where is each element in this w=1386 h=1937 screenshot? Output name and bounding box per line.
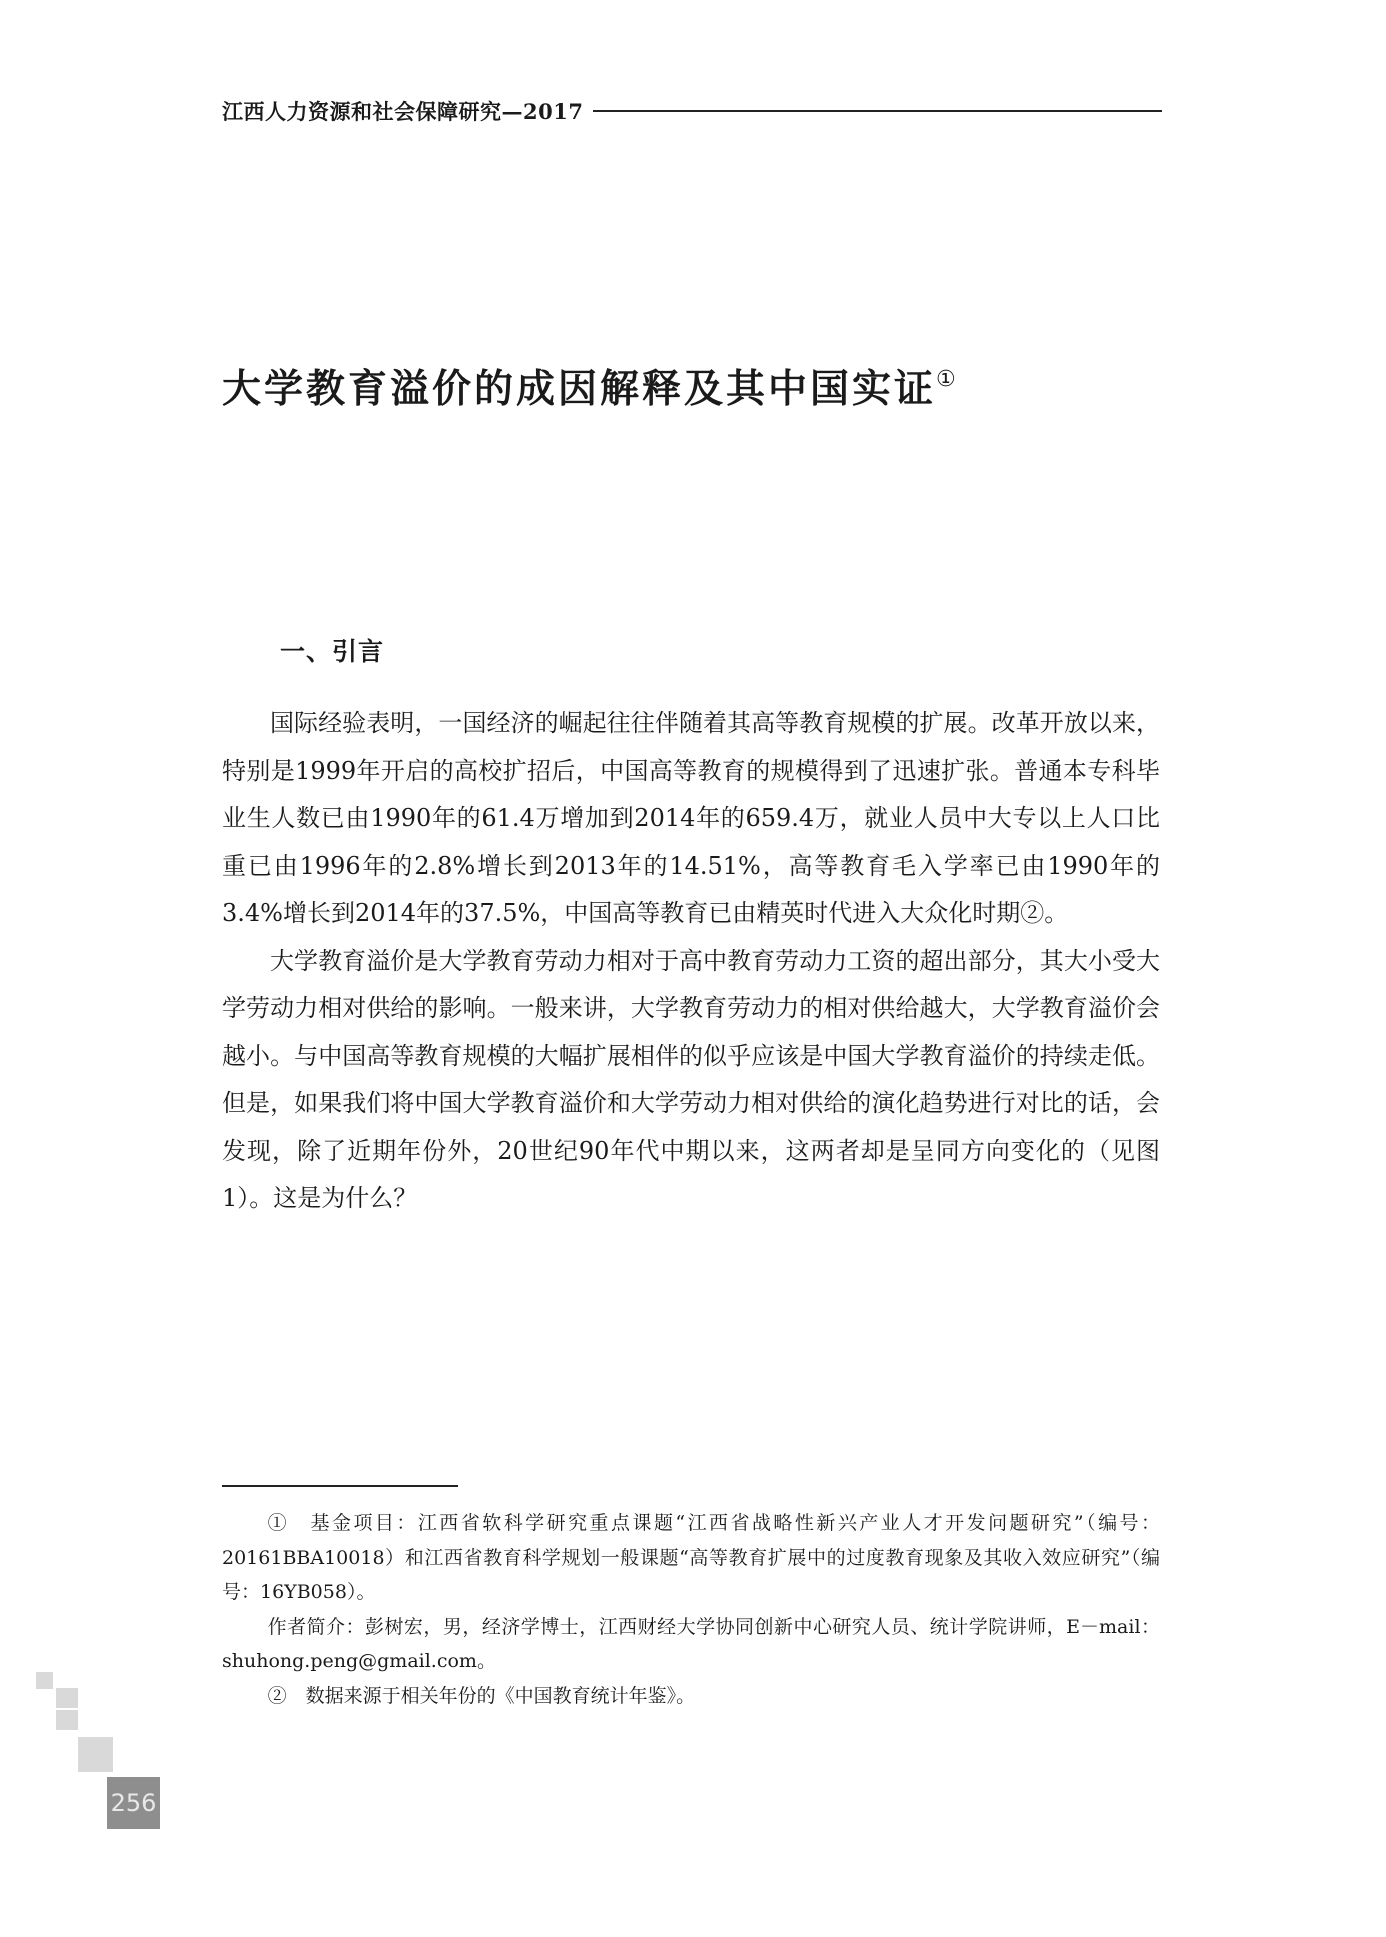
running-head-text: 江西人力资源和社会保障研究—2017 xyxy=(222,99,584,124)
page-number-box xyxy=(107,1777,160,1829)
decorative-square xyxy=(56,1710,78,1730)
decorative-square xyxy=(56,1688,78,1708)
paragraph-1: 国际经验表明，一国经济的崛起往往伴随着其高等教育规模的扩展。改革开放以来，特别是1999年开启的高校扩招后，中国高等教育的规模得到了迅速扩张。普通本专科毕业生人数已由1990年的61.4万增加到2014年的659.4万，就业人员中大专以上人口比重已由1996年的2.8%增长到2013年的14.51%，高等教育毛入学率已由1990年的3.4%增长到2014年的37.5%，中国高等教育已由精英时代进入大众化时期②。 xyxy=(222,709,1160,927)
footnote-2: ② 数据来源于相关年份的《中国教育统计年鉴》。 xyxy=(267,1684,696,1707)
footnote-author-bio: 作者简介：彭树宏，男，经济学博士，江西财经大学协同创新中心研究人员、统计学院讲师，E－mail：shuhong.peng@gmail.com。 xyxy=(222,1615,1160,1672)
running-head-rule xyxy=(593,110,1162,112)
decorative-square xyxy=(36,1672,53,1689)
footnote-1: ① 基金项目：江西省软科学研究重点课题“江西省战略性新兴产业人才开发问题研究”（编号：20161BBA10018）和江西省教育科学规划一般课题“高等教育扩展中的过度教育现象及其收入效应研究”（编号：16YB058）。 xyxy=(222,1512,1160,1603)
article-title xyxy=(222,358,956,414)
footnote-separator xyxy=(222,1485,458,1487)
section-heading: 一、引言 xyxy=(280,637,385,666)
decorative-square xyxy=(78,1737,113,1772)
body-text xyxy=(222,700,1160,1223)
title-footnote-marker[interactable]: ① xyxy=(936,367,956,392)
paragraph-2: 大学教育溢价是大学教育劳动力相对于高中教育劳动力工资的超出部分，其大小受大学劳动力相对供给的影响。一般来讲，大学教育劳动力的相对供给越大，大学教育溢价会越小。与中国高等教育规模的大幅扩展相伴的似乎应该是中国大学教育溢价的持续走低。但是，如果我们将中国大学教育溢价和大学劳动力相对供给的演化趋势进行对比的话，会发现，除了近期年份外，20世纪90年代中期以来，这两者却是呈同方向变化的（见图1）。这是为什么？ xyxy=(222,946,1160,1212)
page-number: 256 xyxy=(110,1789,157,1817)
footnotes xyxy=(222,1506,1160,1713)
article-title-text: 大学教育溢价的成因解释及其中国实证 xyxy=(222,367,937,412)
running-head xyxy=(222,94,1162,128)
